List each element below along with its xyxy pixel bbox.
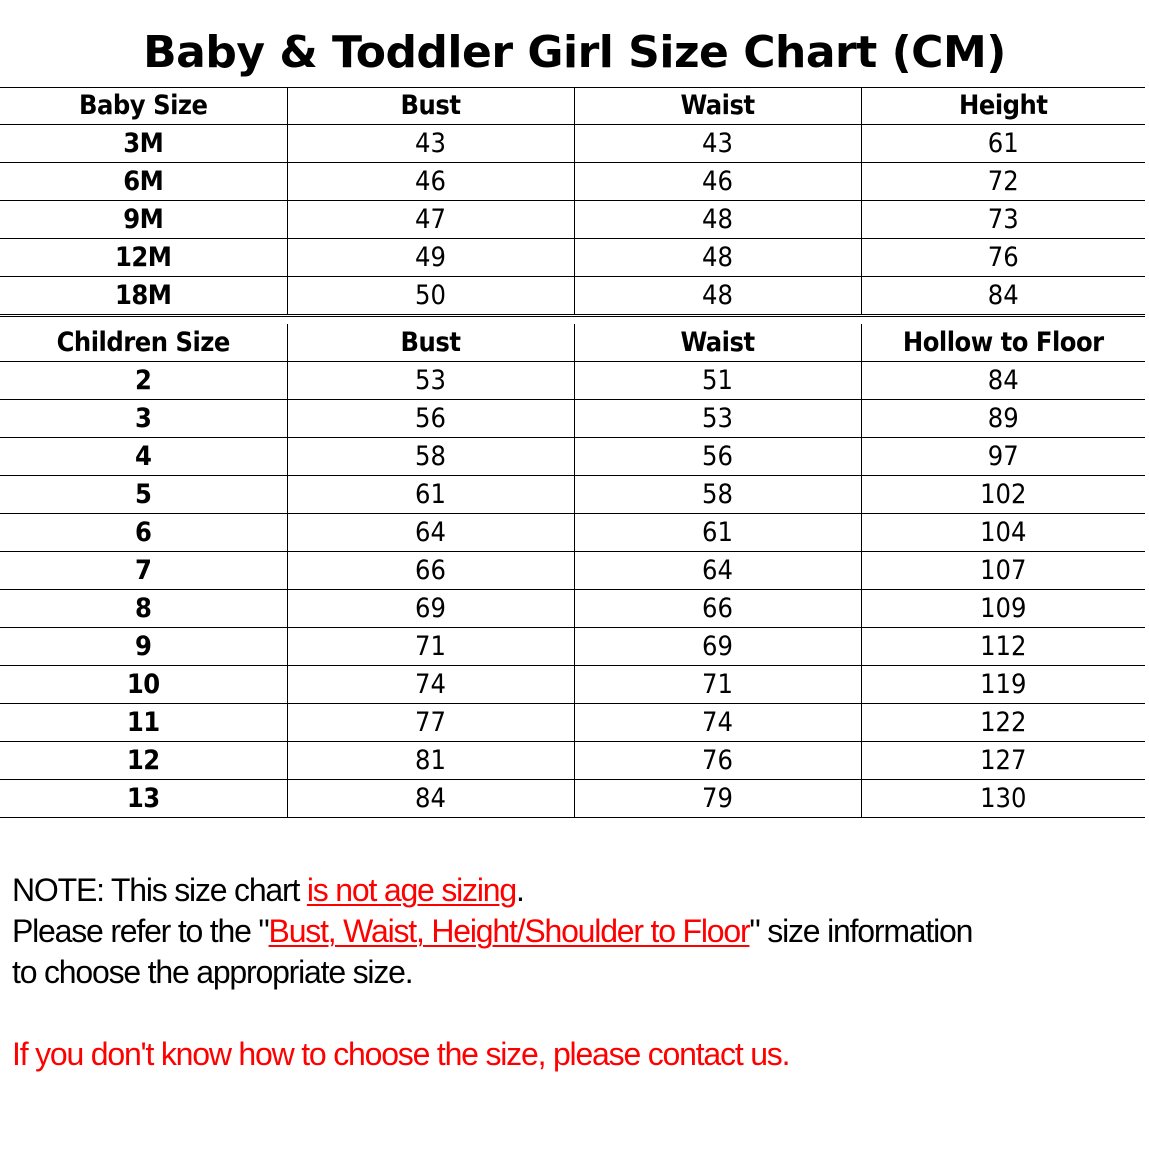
size-cell: 9 bbox=[0, 628, 287, 666]
measurement-cell: 53 bbox=[574, 400, 861, 438]
baby-size-table bbox=[0, 87, 1145, 315]
measurement-cell: 56 bbox=[287, 400, 574, 438]
measurement-cell: 76 bbox=[574, 742, 861, 780]
table-header-row bbox=[0, 87, 1145, 125]
contact-note: If you don't know how to choose the size, please contact us. bbox=[12, 1036, 790, 1072]
measurement-cell: 130 bbox=[861, 780, 1145, 818]
column-header: Bust bbox=[287, 324, 574, 362]
size-cell: 18M bbox=[0, 277, 287, 315]
table-row bbox=[0, 362, 1145, 400]
table-row bbox=[0, 201, 1145, 239]
measurement-cell: 43 bbox=[574, 125, 861, 163]
size-cell: 6M bbox=[0, 163, 287, 201]
children-table-body bbox=[0, 324, 1145, 818]
column-header: Waist bbox=[574, 87, 861, 125]
children-size-table bbox=[0, 324, 1145, 818]
measurement-cell: 48 bbox=[574, 239, 861, 277]
column-header: Bust bbox=[287, 87, 574, 125]
table-row bbox=[0, 514, 1145, 552]
note-highlight-age: is not age sizing bbox=[306, 872, 516, 908]
size-cell: 12M bbox=[0, 239, 287, 277]
measurement-cell: 50 bbox=[287, 277, 574, 315]
measurement-cell: 51 bbox=[574, 362, 861, 400]
note-prefix: NOTE: This size chart bbox=[12, 872, 307, 908]
measurement-cell: 47 bbox=[287, 201, 574, 239]
measurement-cell: 84 bbox=[861, 277, 1145, 315]
measurement-cell: 46 bbox=[287, 163, 574, 201]
measurement-cell: 84 bbox=[287, 780, 574, 818]
size-cell: 8 bbox=[0, 590, 287, 628]
measurement-cell: 61 bbox=[287, 476, 574, 514]
page-title: Baby & Toddler Girl Size Chart (CM) bbox=[143, 27, 1006, 78]
note-refer-prefix: Please refer to the " bbox=[12, 913, 269, 949]
table-row bbox=[0, 125, 1145, 163]
measurement-cell: 48 bbox=[574, 277, 861, 315]
measurement-cell: 58 bbox=[574, 476, 861, 514]
table-row bbox=[0, 742, 1145, 780]
measurement-cell: 69 bbox=[574, 628, 861, 666]
measurement-cell: 102 bbox=[861, 476, 1145, 514]
size-cell: 13 bbox=[0, 780, 287, 818]
table-row bbox=[0, 666, 1145, 704]
size-cell: 2 bbox=[0, 362, 287, 400]
note-line-2 bbox=[12, 911, 1142, 952]
measurement-cell: 84 bbox=[861, 362, 1145, 400]
table-row bbox=[0, 552, 1145, 590]
measurement-cell: 76 bbox=[861, 239, 1145, 277]
measurement-cell: 77 bbox=[287, 704, 574, 742]
table-row bbox=[0, 239, 1145, 277]
table-row bbox=[0, 628, 1145, 666]
measurement-cell: 61 bbox=[861, 125, 1145, 163]
size-cell: 4 bbox=[0, 438, 287, 476]
measurement-cell: 81 bbox=[287, 742, 574, 780]
measurement-cell: 58 bbox=[287, 438, 574, 476]
note-line-1 bbox=[12, 870, 1142, 911]
measurement-cell: 127 bbox=[861, 742, 1145, 780]
size-cell: 11 bbox=[0, 704, 287, 742]
measurement-cell: 122 bbox=[861, 704, 1145, 742]
size-cell: 12 bbox=[0, 742, 287, 780]
table-row bbox=[0, 163, 1145, 201]
measurement-cell: 66 bbox=[287, 552, 574, 590]
baby-table-body bbox=[0, 87, 1145, 315]
table-separator bbox=[0, 316, 1145, 317]
size-cell: 7 bbox=[0, 552, 287, 590]
measurement-cell: 61 bbox=[574, 514, 861, 552]
note-suffix: . bbox=[515, 872, 524, 908]
measurement-cell: 71 bbox=[574, 666, 861, 704]
size-cell: 3M bbox=[0, 125, 287, 163]
table-row bbox=[0, 400, 1145, 438]
measurement-cell: 107 bbox=[861, 552, 1145, 590]
note-line-3: to choose the appropriate size. bbox=[12, 954, 413, 990]
measurement-cell: 97 bbox=[861, 438, 1145, 476]
size-cell: 6 bbox=[0, 514, 287, 552]
size-cell: 9M bbox=[0, 201, 287, 239]
measurement-cell: 49 bbox=[287, 239, 574, 277]
note-refer-suffix: " size information bbox=[749, 913, 973, 949]
measurement-cell: 66 bbox=[574, 590, 861, 628]
measurement-cell: 48 bbox=[574, 201, 861, 239]
table-row bbox=[0, 438, 1145, 476]
measurement-cell: 69 bbox=[287, 590, 574, 628]
size-cell: 5 bbox=[0, 476, 287, 514]
measurement-cell: 74 bbox=[287, 666, 574, 704]
size-cell: 10 bbox=[0, 666, 287, 704]
measurement-cell: 46 bbox=[574, 163, 861, 201]
measurement-cell: 104 bbox=[861, 514, 1145, 552]
measurement-cell: 74 bbox=[574, 704, 861, 742]
measurement-cell: 71 bbox=[287, 628, 574, 666]
measurement-cell: 72 bbox=[861, 163, 1145, 201]
table-row bbox=[0, 780, 1145, 818]
table-row bbox=[0, 704, 1145, 742]
table-row bbox=[0, 476, 1145, 514]
measurement-cell: 43 bbox=[287, 125, 574, 163]
measurement-cell: 73 bbox=[861, 201, 1145, 239]
table-row bbox=[0, 590, 1145, 628]
measurement-cell: 64 bbox=[287, 514, 574, 552]
column-header: Hollow to Floor bbox=[861, 324, 1145, 362]
column-header: Waist bbox=[574, 324, 861, 362]
column-header: Height bbox=[861, 87, 1145, 125]
measurement-cell: 64 bbox=[574, 552, 861, 590]
table-row bbox=[0, 277, 1145, 315]
column-header: Baby Size bbox=[0, 87, 287, 125]
note-highlight-measurements: Bust, Waist, Height/Shoulder to Floor bbox=[268, 913, 750, 949]
measurement-cell: 56 bbox=[574, 438, 861, 476]
column-header: Children Size bbox=[0, 324, 287, 362]
table-header-row bbox=[0, 324, 1145, 362]
measurement-cell: 89 bbox=[861, 400, 1145, 438]
measurement-cell: 119 bbox=[861, 666, 1145, 704]
measurement-cell: 53 bbox=[287, 362, 574, 400]
size-cell: 3 bbox=[0, 400, 287, 438]
measurement-cell: 112 bbox=[861, 628, 1145, 666]
measurement-cell: 79 bbox=[574, 780, 861, 818]
measurement-cell: 109 bbox=[861, 590, 1145, 628]
size-notes bbox=[12, 870, 1142, 993]
